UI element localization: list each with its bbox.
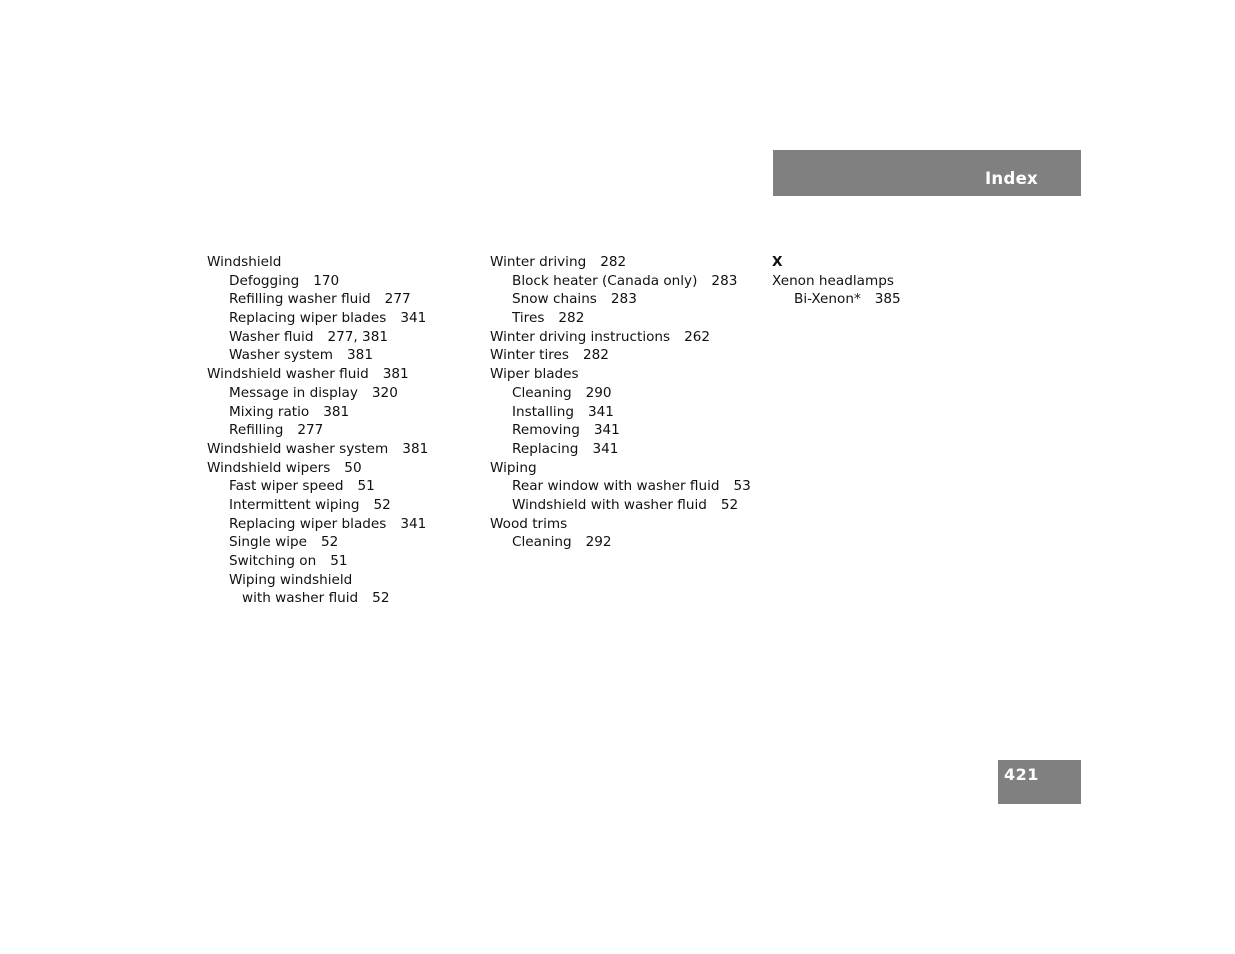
index-entry-term: Winter tires <box>490 347 569 364</box>
index-entry-page: 385 <box>874 291 901 308</box>
section-header <box>773 150 1081 196</box>
index-entry-page: 381 <box>402 440 429 457</box>
section-title: Index <box>984 169 1038 188</box>
index-entry <box>490 346 760 365</box>
index-entry <box>490 403 760 422</box>
index-entry-page: 277 <box>384 291 411 308</box>
index-entry-page: 381 <box>323 403 350 420</box>
index-entry-term: Removing <box>512 422 580 439</box>
index-entry <box>207 328 477 347</box>
index-entry-page: 341 <box>400 515 427 532</box>
index-entry-term: Snow chains <box>512 291 597 308</box>
index-entry-term: Fast wiper speed <box>229 478 344 495</box>
index-entry <box>207 533 477 552</box>
index-entry-page: 52 <box>373 496 391 513</box>
index-entry-page: 51 <box>330 553 348 569</box>
index-entry-term: Refilling <box>229 422 284 439</box>
index-entry-page: 282 <box>600 254 627 270</box>
index-entry-term: Xenon headlamps <box>772 272 894 289</box>
index-entry-term: Windshield wipers <box>207 459 331 476</box>
index-entry <box>207 589 477 608</box>
index-entry-page: 341 <box>400 310 427 327</box>
index-entry <box>207 384 477 403</box>
page-number: 421 <box>1004 765 1039 784</box>
index-entry <box>207 571 477 590</box>
index-entry-page: 320 <box>371 384 398 401</box>
index-entry <box>207 346 477 365</box>
index-entry-page: 53 <box>733 478 751 495</box>
index-entry <box>207 477 477 496</box>
index-entry <box>207 272 477 291</box>
index-entry-page: 52 <box>372 590 390 607</box>
index-entry-page: 341 <box>587 403 614 420</box>
index-entry-term: Wood trims <box>490 515 568 532</box>
index-entry-term: Wiping <box>490 459 537 476</box>
index-entry-term: Wiper blades <box>490 366 579 383</box>
index-entry-term: Windshield <box>207 254 282 270</box>
index-entry <box>490 477 760 496</box>
index-entry <box>490 496 760 515</box>
index-entry <box>490 272 760 291</box>
index-entry <box>207 421 477 440</box>
index-entry <box>490 290 760 309</box>
index-entry-page: 292 <box>585 534 612 551</box>
index-entry-term: Refilling washer fluid <box>229 291 371 308</box>
index-entry-term: Winter driving instructions <box>490 328 671 345</box>
index-entry <box>490 421 760 440</box>
index-entry-term: Defogging <box>229 272 300 289</box>
index-entry <box>490 533 760 552</box>
page-number-box <box>998 760 1081 804</box>
index-entry <box>207 459 477 478</box>
index-entry-term: with washer fluid <box>242 590 359 607</box>
index-entry-term: Winter driving <box>490 254 587 270</box>
index-column-3 <box>772 253 1042 309</box>
index-entry-term: Single wipe <box>229 534 307 551</box>
index-entry <box>772 290 1042 309</box>
index-entry-term: Intermittent wiping <box>229 496 360 513</box>
index-entry-term: Replacing wiper blades <box>229 310 387 327</box>
index-entry <box>207 290 477 309</box>
index-entry-term: Switching on <box>229 553 317 569</box>
index-entry <box>207 515 477 534</box>
index-column-1 <box>207 253 477 608</box>
index-entry-page: 341 <box>593 422 620 439</box>
index-entry-term: Cleaning <box>512 534 572 551</box>
index-entry <box>490 515 760 534</box>
index-entry-page: 283 <box>711 272 738 289</box>
index-entry-page: 52 <box>321 534 339 551</box>
index-entry <box>490 253 760 272</box>
index-entry-page: 51 <box>357 478 375 495</box>
index-entry-term: Bi-Xenon* <box>794 291 861 308</box>
index-entry-page: 282 <box>558 310 585 327</box>
index-entry-term: Block heater (Canada only) <box>512 272 698 289</box>
index-entry-term: Washer system <box>229 347 334 364</box>
index-entry-term: Windshield washer fluid <box>207 366 369 383</box>
index-entry-term: Cleaning <box>512 384 572 401</box>
index-entry-term: Message in display <box>229 384 358 401</box>
index-entry <box>207 253 477 272</box>
index-entry-term: Windshield with washer fluid <box>512 496 707 513</box>
index-entry <box>490 384 760 403</box>
index-entry-term: Windshield washer system <box>207 440 389 457</box>
index-entry <box>207 365 477 384</box>
index-entry-term: Rear window with washer fluid <box>512 478 720 495</box>
index-entry-term: Installing <box>512 403 574 420</box>
index-entry-term: Wiping windshield <box>229 571 353 588</box>
index-entry <box>490 440 760 459</box>
index-entry-term: Tires <box>512 310 545 327</box>
index-entry-page: 283 <box>610 291 637 308</box>
index-entry <box>490 459 760 478</box>
index-entry <box>207 440 477 459</box>
index-letter-heading: X <box>772 254 783 270</box>
index-entry-page: 282 <box>582 347 609 364</box>
index-entry <box>207 403 477 422</box>
index-entry <box>490 328 760 347</box>
index-entry-page: 277 <box>297 422 324 439</box>
index-entry <box>772 272 1042 291</box>
index-entry <box>207 496 477 515</box>
index-entry-page: 290 <box>585 384 612 401</box>
index-entry-page: 277, 381 <box>327 328 389 345</box>
index-entry-page: 52 <box>720 496 739 513</box>
index-column-2 <box>490 253 760 552</box>
index-entry-page: 381 <box>347 347 373 364</box>
index-entry <box>490 309 760 328</box>
index-entry-term: Replacing <box>512 440 579 457</box>
index-entry-page: 262 <box>684 328 711 345</box>
index-entry <box>207 309 477 328</box>
index-entry-page: 50 <box>344 459 362 476</box>
index-entry-term: Washer fluid <box>229 328 314 345</box>
index-entry-page: 170 <box>313 272 340 289</box>
index-entry-term: Replacing wiper blades <box>229 515 387 532</box>
index-entry <box>207 552 477 571</box>
index-entry-term: Mixing ratio <box>229 403 310 420</box>
index-entry-page: 381 <box>382 366 409 383</box>
index-entry <box>490 365 760 384</box>
index-entry-page: 341 <box>592 440 619 457</box>
